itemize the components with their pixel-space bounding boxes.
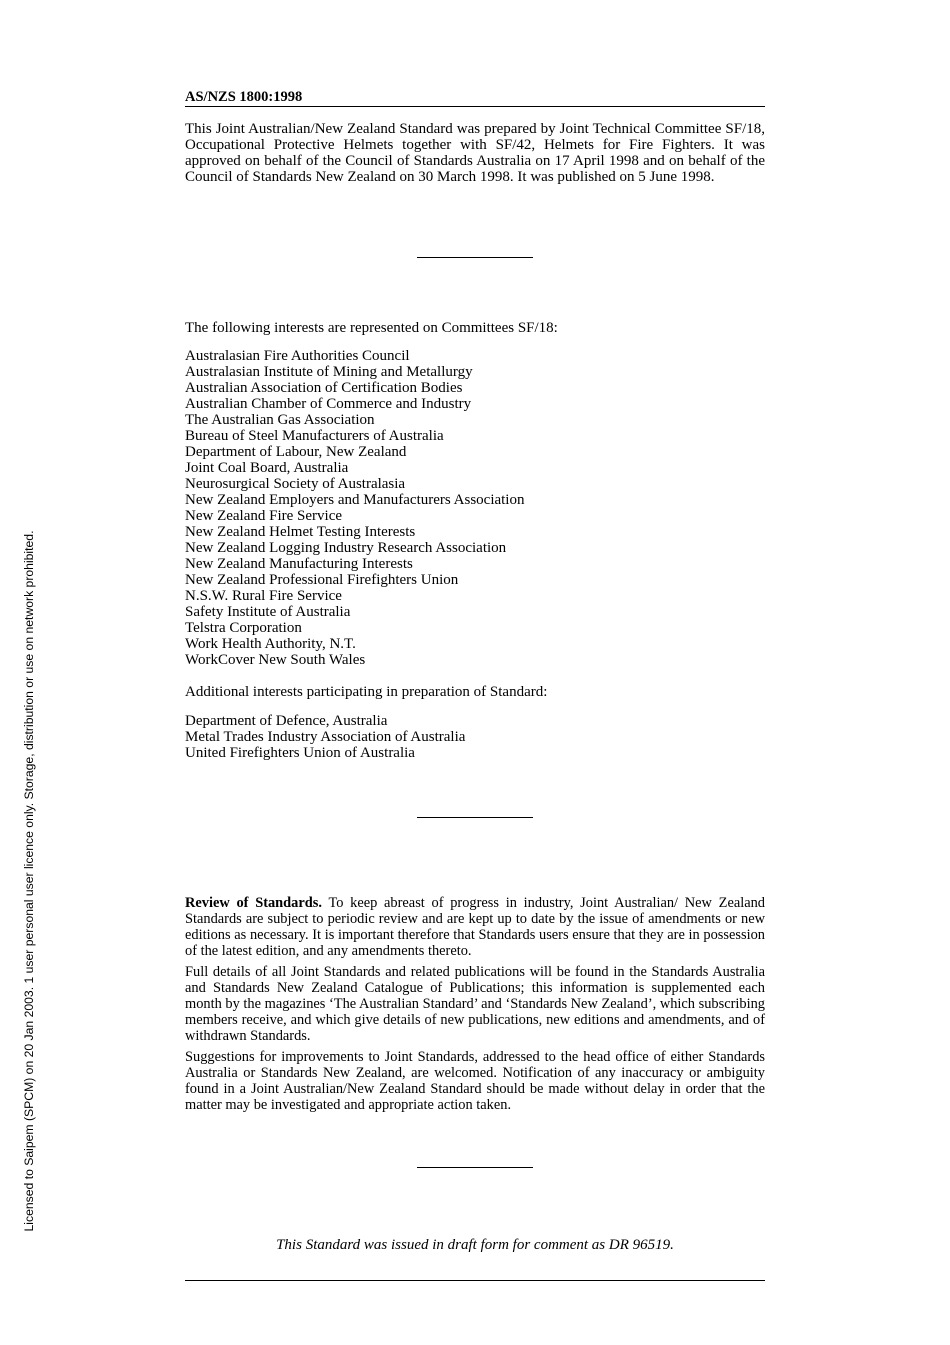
licence-notice: Licensed to Saipem (SPCM) on 20 Jan 2003. 1 user personal user licence only. Storage, distribution or use on network prohibited. bbox=[22, 530, 36, 1232]
list-item: Telstra Corporation bbox=[185, 620, 302, 636]
list-item: Metal Trades Industry Association of Australia bbox=[185, 729, 466, 745]
list-item: New Zealand Logging Industry Research Association bbox=[185, 540, 507, 556]
review-title: Review of Standards. bbox=[185, 895, 322, 911]
footer-rule bbox=[185, 1280, 765, 1281]
separator-rule bbox=[417, 257, 533, 258]
additional-interests-heading: Additional interests participating in preparation of Standard: bbox=[185, 684, 548, 700]
list-item: New Zealand Manufacturing Interests bbox=[185, 556, 413, 572]
review-section bbox=[185, 895, 765, 1118]
list-item: New Zealand Helmet Testing Interests bbox=[185, 524, 416, 540]
review-text-1: To keep abreast of progress in industry, Joint Australian/ New Zealand Standards are subject to periodic review and are kept up to date by the issue of amendments or new editions as necessary. It is important therefore that Standards users ensure that they are in possession of the latest edition, and any amendments thereto. bbox=[185, 895, 766, 959]
list-item: WorkCover New South Wales bbox=[185, 652, 366, 668]
list-item: The Australian Gas Association bbox=[185, 412, 375, 428]
list-item: New Zealand Fire Service bbox=[185, 508, 343, 524]
review-paragraph-1 bbox=[185, 895, 765, 959]
header-rule bbox=[185, 106, 765, 107]
list-item: Work Health Authority, N.T. bbox=[185, 636, 356, 652]
separator-rule bbox=[417, 817, 533, 818]
list-item: Neurosurgical Society of Australasia bbox=[185, 476, 406, 492]
list-item: United Firefighters Union of Australia bbox=[185, 745, 415, 761]
list-item: Australasian Institute of Mining and Metallurgy bbox=[185, 364, 473, 380]
additional-members-list bbox=[185, 713, 465, 761]
committee-heading: The following interests are represented on Committees SF/18: bbox=[185, 320, 558, 336]
review-paragraph-3: Suggestions for improvements to Joint Standards, addressed to the head office of either Standards Australia or Standards New Zealand, are welcomed. Notification of any inaccuracy or ambiguity found in a Joint Australian/New Zealand Standard should be made without delay in order that the matter may be investigated and appropriate action taken. bbox=[185, 1049, 765, 1113]
document-id: AS/NZS 1800:1998 bbox=[185, 89, 303, 105]
draft-issue-note: This Standard was issued in draft form for comment as DR 96519. bbox=[276, 1237, 674, 1253]
list-item: New Zealand Professional Firefighters Union bbox=[185, 572, 459, 588]
list-item: Safety Institute of Australia bbox=[185, 604, 351, 620]
review-paragraph-2: Full details of all Joint Standards and related publications will be found in the Standards Australia and Standards New Zealand Catalogue of Publications; this information is supplemented each month by the magazines ‘The Australian Standard’ and ‘Standards New Zealand’, which subscribing members receive, and which give details of new publications, new editions and amendments, and of withdrawn Standards. bbox=[185, 964, 765, 1044]
list-item: Australian Chamber of Commerce and Industry bbox=[185, 396, 472, 412]
list-item: Bureau of Steel Manufacturers of Australia bbox=[185, 428, 444, 444]
committee-members-list bbox=[185, 348, 524, 668]
separator-rule bbox=[417, 1167, 533, 1168]
intro-paragraph: This Joint Australian/New Zealand Standard was prepared by Joint Technical Committee SF/18, Occupational Protective Helmets together with SF/42, Helmets for Fire Fighters. It was approved on behalf of the Council of Standards Australia on 17 April 1998 and on behalf of the Council of Standards New Zealand on 30 March 1998. It was published on 5 June 1998. bbox=[185, 121, 765, 185]
list-item: Joint Coal Board, Australia bbox=[185, 460, 349, 476]
list-item: Department of Labour, New Zealand bbox=[185, 444, 407, 460]
list-item: Australasian Fire Authorities Council bbox=[185, 348, 410, 364]
list-item: N.S.W. Rural Fire Service bbox=[185, 588, 342, 604]
list-item: Department of Defence, Australia bbox=[185, 713, 388, 729]
list-item: Australian Association of Certification Bodies bbox=[185, 380, 463, 396]
list-item: New Zealand Employers and Manufacturers Association bbox=[185, 492, 525, 508]
